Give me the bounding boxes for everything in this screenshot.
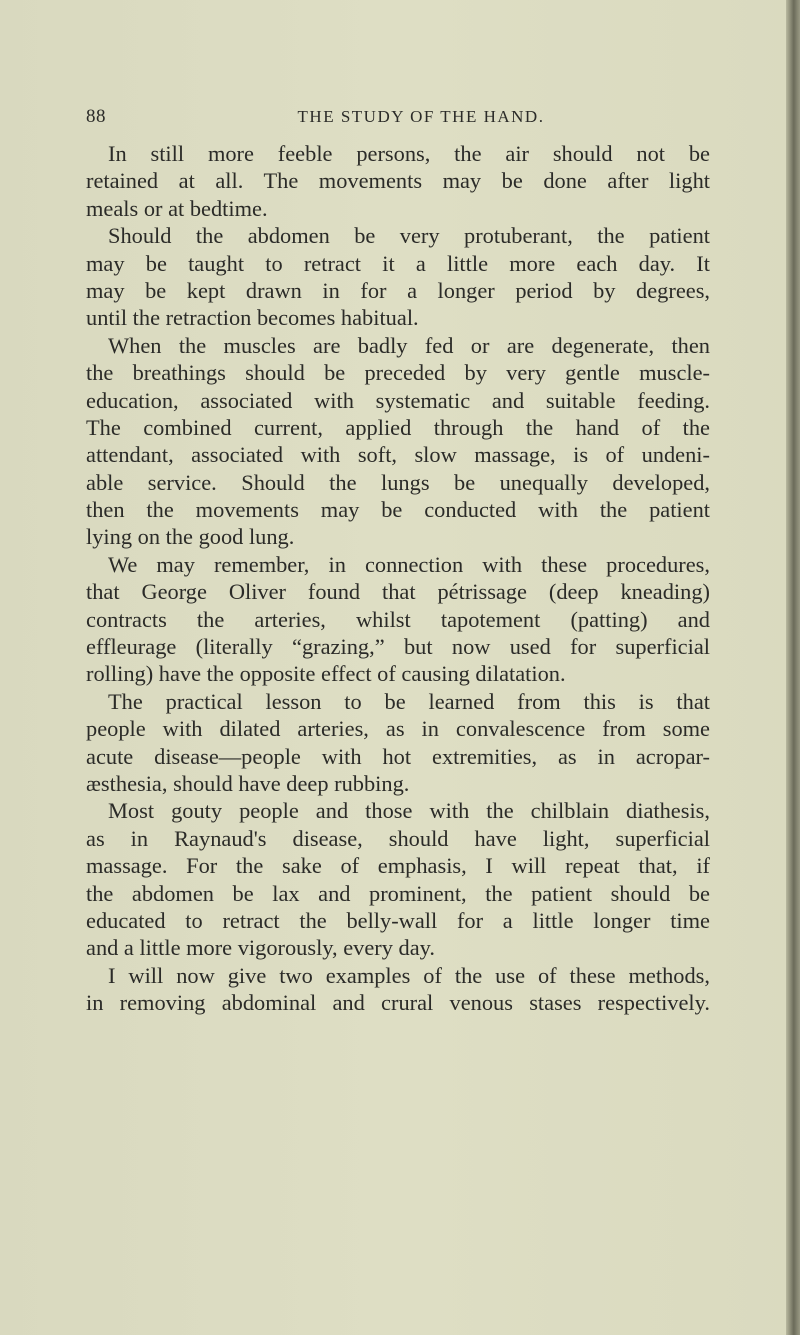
text-line: meals or at bedtime.: [86, 195, 268, 221]
text-line: until the retraction becomes habitual.: [86, 305, 419, 331]
text-line: We may remember, in connection with these procedures,: [108, 551, 710, 577]
text-line: then the movements may be conducted with the patient: [86, 497, 710, 523]
page-header: [86, 106, 726, 136]
text-line: Should the abdomen be very protuberant, the patient: [108, 223, 710, 249]
text-line: education, associated with systematic and suitable feeding.: [86, 387, 710, 413]
text-line: attendant, associated with soft, slow massage, is of undeni-: [86, 442, 710, 468]
text-line: In still more feeble persons, the air should not be: [108, 141, 710, 166]
text-line: The combined current, applied through the hand of the: [86, 414, 710, 440]
text-line: the breathings should be preceded by very gentle muscle-: [86, 360, 710, 386]
text-line: able service. Should the lungs be unequally developed,: [86, 469, 710, 495]
text-line: acute disease—people with hot extremities, as in acropar-: [86, 743, 710, 769]
text-line: rolling) have the opposite effect of causing dilatation.: [86, 661, 566, 687]
page-number: 88: [86, 106, 106, 127]
text-line: æsthesia, should have deep rubbing.: [86, 770, 410, 796]
text-line: people with dilated arteries, as in convalescence from some: [86, 716, 710, 742]
text-line: may be taught to retract it a little more each day. It: [86, 250, 710, 276]
text-line: in removing abdominal and crural venous stases respectively.: [86, 990, 710, 1016]
text-line: lying on the good lung.: [86, 524, 295, 550]
text-line: Most gouty people and those with the chilblain diathesis,: [108, 798, 710, 824]
text-line: The practical lesson to be learned from this is that: [108, 688, 710, 714]
text-line: educated to retract the belly-wall for a little longer time: [86, 907, 710, 933]
text-line: the abdomen be lax and prominent, the patient should be: [86, 880, 710, 906]
text-line: effleurage (literally “grazing,” but now used for superficial: [86, 634, 710, 660]
running-head: THE STUDY OF THE HAND.: [297, 107, 545, 126]
text-line: contracts the arteries, whilst tapotement (patting) and: [86, 606, 710, 632]
text-line: I will now give two examples of the use of these methods,: [108, 962, 710, 988]
text-line: When the muscles are badly fed or are degenerate, then: [108, 332, 710, 358]
text-line: retained at all. The movements may be done after light: [86, 168, 710, 194]
text-line: and a little more vigorously, every day.: [86, 935, 436, 961]
page-edge: [786, 0, 800, 1335]
text-line: as in Raynaud's disease, should have light, superficial: [86, 825, 710, 851]
body-text: [86, 140, 710, 1017]
text-line: may be kept drawn in for a longer period by degrees,: [86, 277, 710, 303]
text-line: that George Oliver found that pétrissage (deep kneading): [86, 579, 710, 605]
text-line: massage. For the sake of emphasis, I will repeat that, if: [86, 853, 710, 879]
